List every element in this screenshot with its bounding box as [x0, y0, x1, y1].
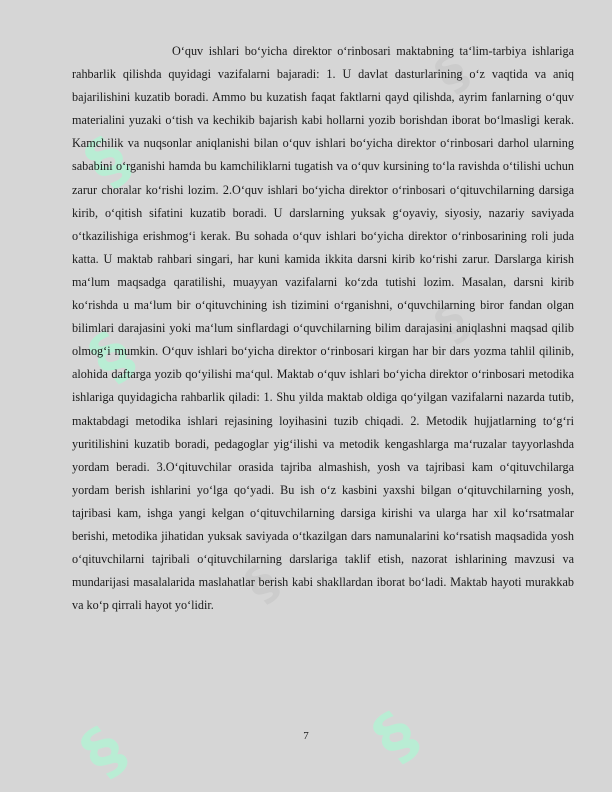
watermark-logo-icon: § — [424, 44, 480, 104]
watermark-logo-icon: § — [67, 713, 141, 791]
body-paragraph: O‘quv ishlari bo‘yicha direktor o‘rinbosari maktabning ta‘lim-tarbiya ishlariga rahbarlik qilishda quyidagi vazifalarni bajaradi: 1. U davlat dasturlarining o‘z vaqtida va aniq bajarilishini kuzatib boradi. Ammo bu kuzatish faqat faktlarni qayd qilishda, ayrim fanlarning o‘quv materialini yuzaki o‘tish va kechikib bajarish kabi hollarni yozib borishdan iborat bo‘lmasligi kerak. Kamchilik va nuqsonlar aniqlanishi bilan o‘quv ishlari bo‘yicha direktor o‘rinbosari darhol ularning sababini o‘rganishi hamda bu kamchiliklarni tugatish va o‘quv kursining to‘la ravishda o‘tilishi uchun zarur choralar ko‘rishi lozim. 2.O‘quv ishlari bo‘yicha direktor o‘rinbosari o‘qituvchilarning darsiga kirib, o‘qitish sifatini kuzatib boradi. U darslarning yuksak g‘oyaviy, siyosiy, nazariy saviyada o‘tkazilishiga erishmog‘i kerak. Bu sohada o‘quv ishlari bo‘yicha direktor o‘rinbosarining roli juda katta. U maktab rahbari singari, har kuni kamida ikkita darsni kirib ko‘rishi zarur. Darslarga kirish ma‘lum maqsadga qaratilishi, muayyan vazifalarni ko‘zda tutishi lozim. Masalan, darsni kirib ko‘rishda u ma‘lum bir o‘qituvchining ish tizimini o‘rganishni, o‘quvchilarning biror fandan olgan bilimlari darajasini yoki ma‘lum sinflardagi o‘quvchilarning bilim darajasini aniqlashni maqsad qilib olmog‘i mumkin. O‘quv ishlari bo‘yicha direktor o‘rinbosari kirgan har bir dars yozma tahlil qilinib, alohida daftarga yozib qo‘yilishi ma‘qul. Maktab o‘quv ishlari bo‘yicha direktor o‘rinbosari metodika ishlariga quyidagicha rahbarlik qiladi: 1. Shu yilda maktab oldiga qo‘yilgan vazifalarni nazarda tutib, maktabdagi metodika ishlari rejasining loyihasini tuzib chiqadi. 2. Metodik hujjatlarning to‘g‘ri yuritilishini kuzatib boradi, pedagoglar yig‘ilishi va metodik kengashlarga ma‘ruzalar tayyorlashda yordam beradi. 3.O‘qituvchilar orasida tajriba almashish, yosh va tajribasi kam o‘qituvchilarga yordam berish ishlarini yo‘lga qo‘yadi. Bu ish o‘z kasbini yaxshi bilgan o‘qituvchilarning yosh, tajribasi kam, ishga yangi kelgan o‘qituvchilarning darsiga kirishi va ularga har xil ko‘rsatmalar berishi, metodika jihatidan yuksak saviyada o‘tkazilgan dars namunalarini ko‘rsatish maqsadida yosh o‘qituvchilarni tajribali o‘qituvchilarning darslariga taklif etish, nazorat ishlarining mavzusi va mundarijasi masalalarida maslahatlar berish kabi shakllardan iborat bo‘ladi. Maktab hayoti murakkab va ko‘p qirrali hayot yo‘lidir. — [72, 44, 574, 613]
watermark-logo-icon: § — [359, 698, 433, 776]
watermark-logo-icon: § — [424, 294, 480, 354]
watermark-logo-icon: § — [234, 554, 290, 614]
page-number: 7 — [303, 730, 309, 742]
watermark-logo-icon: § — [75, 318, 149, 396]
watermark-logo-icon: § — [71, 123, 145, 201]
